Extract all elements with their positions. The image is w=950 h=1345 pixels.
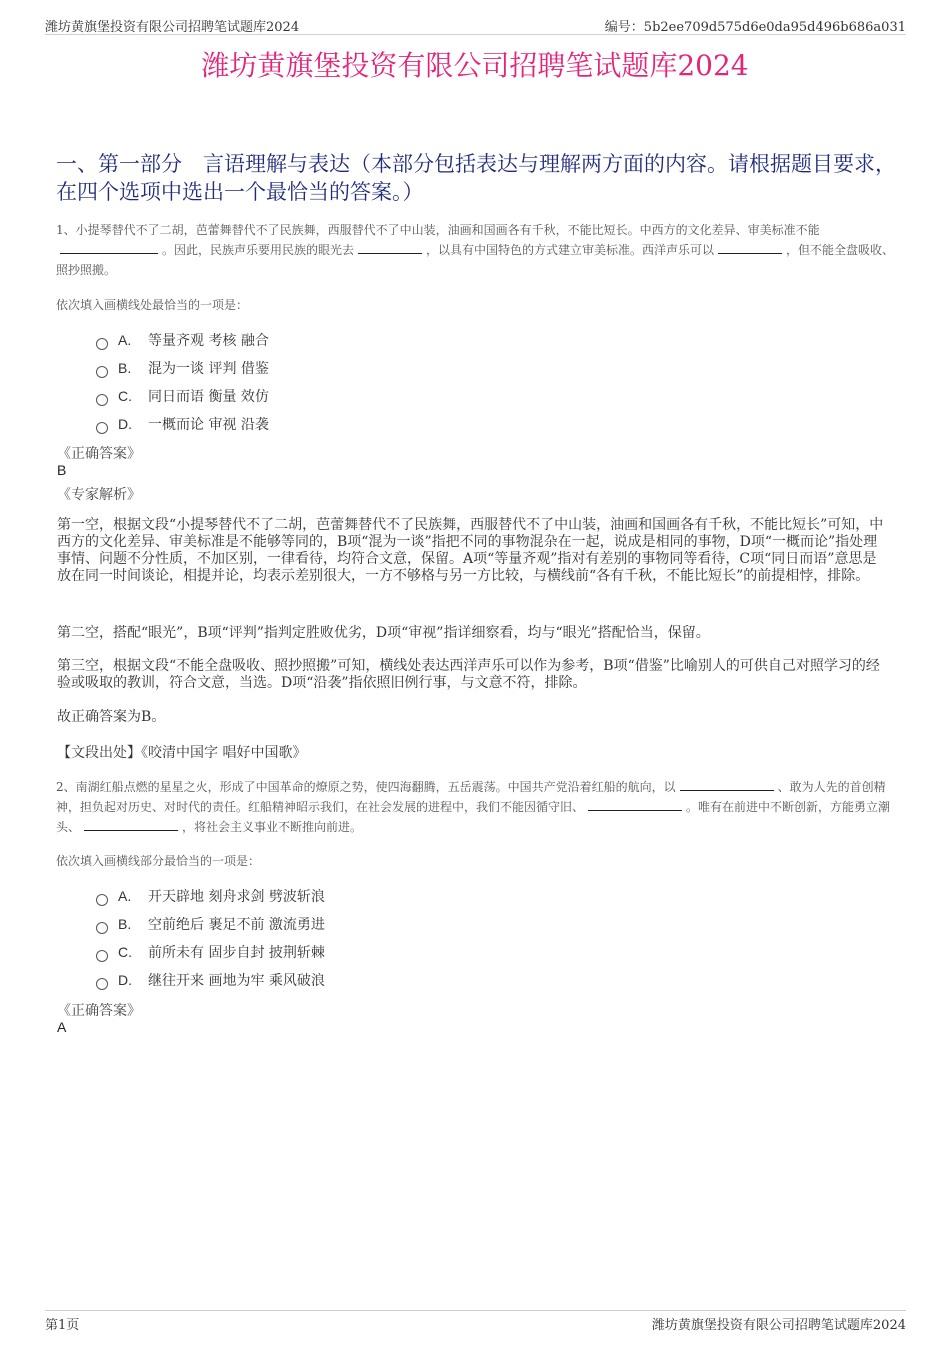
option-c[interactable] [96,938,325,966]
question-1-part-4: ，但不能全盘吸收、照抄照搬。 [56,243,895,277]
option-text: 同日而语 衡量 效仿 [148,389,269,405]
question-1-part-2: 。因此，民族声乐要用民族的眼光去 [162,243,355,257]
footer-doc-name: 潍坊黄旗堡投资有限公司招聘笔试题库2024 [651,1318,906,1333]
analysis-paragraph-3: 第三空，根据文段“不能全盘吸收、照抄照搬”可知，横线处表达西洋声乐可以作为参考，B项“借鉴”比喻别人的可供自己对照学习的经验或吸取的教训，符合文意，当选。D项“沿袭”指依照旧例行事，与文意不符，排除。 [57,658,880,691]
blank-1 [680,777,774,791]
option-text: 等量齐观 考核 融合 [148,333,269,349]
question-2-part-1: 2、南湖红船点燃的星星之火，形成了中国革命的燎原之势，使四海翻腾，五岳震荡。中国共产党沿着红船的航向，以 [56,780,676,794]
option-letter: B. [118,360,132,376]
option-letter: C. [118,388,132,404]
header-doc-name: 潍坊黄旗堡投资有限公司招聘笔试题库2024 [45,20,300,35]
option-text: 混为一谈 评判 借鉴 [148,361,269,377]
source-note: 【文段出处】《咬清中国字 唱好中国歌》 [57,745,307,761]
answer-value: A [57,1019,67,1035]
option-text: 开天辟地 刻舟求剑 劈波斩浪 [148,889,325,905]
question-2-prompt: 依次填入画横线部分最恰当的一项是： [56,854,261,868]
option-text: 继往开来 画地为牢 乘风破浪 [148,973,325,989]
option-c[interactable] [96,382,269,410]
blank-3 [84,817,178,831]
radio-icon[interactable] [96,894,108,906]
blank-2 [358,240,422,254]
radio-icon[interactable] [96,978,108,990]
option-text: 前所未有 固步自封 披荆斩棘 [148,945,325,961]
question-2-part-3: 。唯有在前进中不断创新，方能勇立潮头、 [56,800,891,834]
blank-1 [60,240,158,254]
option-text: 空前绝后 裹足不前 激流勇进 [148,917,325,933]
option-letter: C. [118,944,132,960]
analysis-conclusion: 故正确答案为B。 [57,709,166,725]
radio-icon[interactable] [96,422,108,434]
blank-3 [718,240,782,254]
analysis-label: 《专家解析》 [57,487,141,503]
analysis-paragraph-1: 第一空，根据文段“小提琴替代不了二胡，芭蕾舞替代不了民族舞，西服替代不了中山装，油画和国画各有千秋，不能比短长”可知，中西方的文化差异、审美标准是不能够等同的，B项“混为一谈”指把不同的事物混杂在一起，说成是相同的事物，D项“一概而论”指处理事情、问题不分性质，不加区别，一律看待，均符合文意，保留。A项“等量齐观”指对有差别的事物同等看待，C项“同日而语”意思是放在同一时间谈论，相提并论，均表示差别很大，一方不够格与另一方比较，与横线前“各有千秋，不能比短长”的前提相悖，排除。 [57,517,884,584]
page-footer [45,1310,906,1331]
header-doc-id: 编号：5b2ee709d575d6e0da95d496b686a031 [604,20,906,35]
answer-value: B [57,462,67,478]
option-letter: D. [118,416,132,432]
page-header [45,14,906,35]
question-1-part-1: 1、小提琴替代不了二胡，芭蕾舞替代不了民族舞，西服替代不了中山装，油画和国画各有千秋，不能比短长。中西方的文化差异、审美标准不能 [56,223,820,237]
radio-icon[interactable] [96,338,108,350]
blank-2 [588,797,682,811]
question-1-options [96,326,269,438]
question-1-text [56,220,898,280]
option-d[interactable] [96,410,269,438]
page-number: 第1页 [45,1318,80,1333]
radio-icon[interactable] [96,394,108,406]
option-letter: D. [118,972,132,988]
answer-label: 《正确答案》 [57,446,141,462]
option-a[interactable] [96,882,325,910]
option-letter: A. [118,888,132,904]
analysis-paragraph-2: 第二空，搭配“眼光”，B项“评判”指判定胜败优劣，D项“审视”指详细察看，均与“眼光”搭配恰当，保留。 [57,625,710,641]
radio-icon[interactable] [96,950,108,962]
question-1-part-3: ，以具有中国特色的方式建立审美标准。西洋声乐可以 [426,243,715,257]
option-a[interactable] [96,326,269,354]
question-2-options [96,882,325,994]
radio-icon[interactable] [96,366,108,378]
option-b[interactable] [96,354,269,382]
option-text: 一概而论 审视 沿袭 [148,417,269,433]
question-2-text [56,777,898,837]
question-2-part-2: 、敢为人先的首创精神，担负起对历史、对时代的责任。红船精神昭示我们，在社会发展的进程中，我们不能因循守旧、 [56,780,886,814]
section-heading: 一、第一部分 言语理解与表达（本部分包括表达与理解两方面的内容。请根据题目要求，在四个选项中选出一个最恰当的答案。） [56,152,896,204]
question-1-prompt: 依次填入画横线处最恰当的一项是： [56,298,249,312]
option-d[interactable] [96,966,325,994]
option-letter: A. [118,332,132,348]
document-title: 潍坊黄旗堡投资有限公司招聘笔试题库2024 [201,49,749,82]
option-b[interactable] [96,910,325,938]
radio-icon[interactable] [96,922,108,934]
question-2-part-4: ，将社会主义事业不断推向前进。 [182,820,363,834]
option-letter: B. [118,916,132,932]
answer-label: 《正确答案》 [57,1003,141,1019]
